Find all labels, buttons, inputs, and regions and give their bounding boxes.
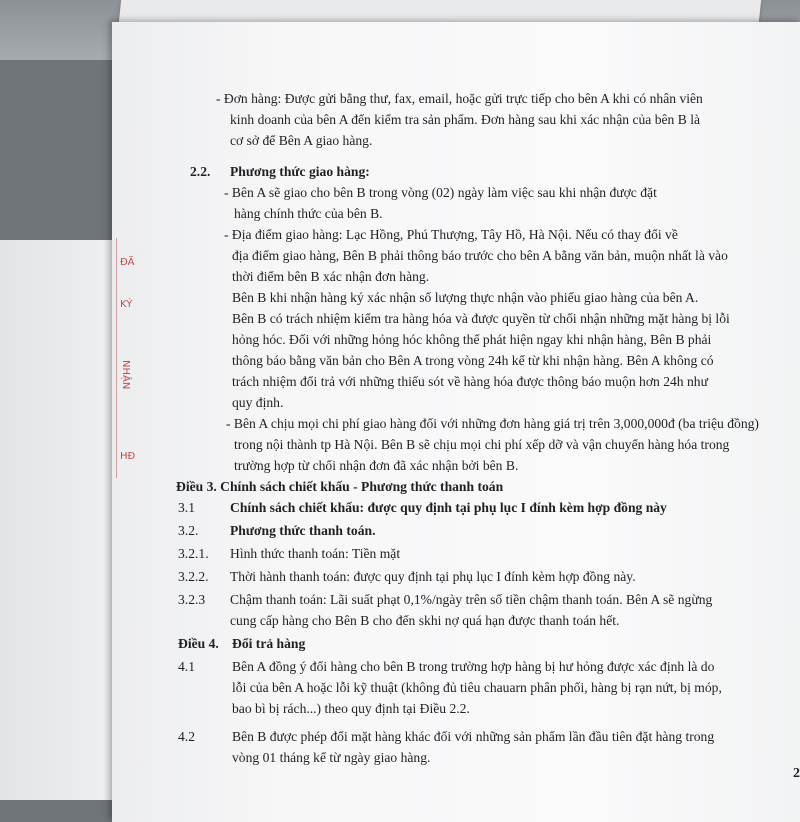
text-line: trường hợp từ chối nhận đơn đã xác nhận bởi bên B. [234, 458, 519, 473]
text-line: Bên A đồng ý đổi hàng cho bên B trong trường hợp hàng bị hư hỏng được xác định là do [232, 659, 715, 674]
page-number: 2 [793, 766, 800, 781]
text-line: - Bên A chịu mọi chi phí giao hàng đối với những đơn hàng giá trị trên 3,000,000đ (ba triệu đồng) [226, 416, 759, 431]
section-number: 3.2.1. [178, 546, 209, 561]
section-number: 4.2 [178, 729, 195, 744]
margin-annotation [116, 238, 137, 478]
margin-mark: KÝ [120, 299, 133, 310]
text-line: trong nội thành tp Hà Nội. Bên B sẽ chịu mọi chi phí xếp dỡ và vận chuyển hàng hóa trong [234, 437, 730, 452]
margin-mark: HĐ [120, 451, 136, 462]
section-heading: Chính sách chiết khấu: được quy định tại phụ lục I đính kèm hợp đồng này [230, 500, 667, 515]
text-line: Bên B được phép đổi mặt hàng khác đối với những sản phẩm lần đầu tiên đặt hàng trong [232, 729, 715, 744]
section-number: 3.2.2. [178, 569, 209, 584]
text-line: Hình thức thanh toán: Tiền mặt [230, 546, 401, 561]
text-line: cơ sở để Bên A giao hàng. [230, 133, 373, 148]
text-line: vòng 01 tháng kể từ ngày giao hàng. [232, 750, 431, 765]
text-line: Bên B khi nhận hàng ký xác nhận số lượng thực nhận vào phiếu giao hàng của bên A. [232, 290, 699, 305]
article-heading: Đổi trả hàng [232, 636, 306, 651]
text-line: trách nhiệm đổi trả với những thiếu sót về hàng hóa được thông báo muộn hơn 24h như [232, 374, 708, 389]
text-line: thời điểm bên B xác nhận đơn hàng. [232, 269, 430, 284]
section-number: 3.1 [178, 500, 195, 515]
left-page-strip [0, 240, 112, 800]
text-line: Bên B có trách nhiệm kiểm tra hàng hóa và được quyền từ chối nhận những mặt hàng bị lỗi [232, 311, 730, 326]
text-line: thông báo bằng văn bản cho Bên A trong vòng 24h kể từ khi nhận hàng. Bên A không có [232, 353, 714, 368]
section-number: 4.1 [178, 659, 195, 674]
text-line: - Địa điểm giao hàng: Lạc Hồng, Phú Thượng, Tây Hồ, Hà Nội. Nếu có thay đổi về [224, 227, 678, 242]
text-line: Chậm thanh toán: Lãi suất phạt 0,1%/ngày trên số tiền chậm thanh toán. Bên A sẽ ngừng [230, 592, 713, 607]
document-page [112, 22, 800, 822]
text-line: cung cấp hàng cho Bên B cho đến skhi nợ quá hạn được thanh toán hết. [230, 613, 620, 628]
margin-mark: NHẬN [120, 360, 131, 390]
text-line: hàng chính thức của bên B. [234, 206, 383, 221]
section-number: 2.2. [190, 164, 211, 179]
text-line: hỏng hóc. Đối với những hỏng hóc không thể phát hiện ngay khi nhận hàng, Bên B phải [232, 332, 712, 347]
section-number: 3.2.3 [178, 592, 206, 607]
section-heading: Phương thức giao hàng: [230, 164, 370, 179]
text-line: địa điểm giao hàng, Bên B phải thông báo trước cho bên A bằng văn bản, muộn nhất là vào [232, 248, 728, 263]
text-line: bao bì bị rách...) theo quy định tại Điều 2.2. [232, 701, 470, 716]
text-line: - Bên A sẽ giao cho bên B trong vòng (02) ngày làm việc sau khi nhận được đặt [224, 185, 657, 200]
text-line: quy định. [232, 395, 284, 410]
article-heading: Điều 3. Chính sách chiết khấu - Phương thức thanh toán [176, 479, 504, 494]
section-heading: Phương thức thanh toán. [230, 523, 376, 538]
margin-mark: ĐÃ [120, 257, 135, 268]
section-number: 3.2. [178, 523, 199, 538]
text-line: kinh doanh của bên A đến kiểm tra sản phẩm. Đơn hàng sau khi xác nhận của bên B là [230, 112, 701, 127]
text-line: Thời hành thanh toán: được quy định tại phụ lục I đính kèm hợp đồng này. [230, 569, 636, 584]
text-line: - Đơn hàng: Được gửi bằng thư, fax, email, hoặc gửi trực tiếp cho bên A khi có nhân viên [216, 91, 703, 106]
text-line: lỗi của bên A hoặc lỗi kỹ thuật (không đủ tiêu chauarn phân phối, hàng bị rạn nứt, bị móp, [232, 680, 722, 695]
article-number: Điều 4. [178, 636, 219, 651]
